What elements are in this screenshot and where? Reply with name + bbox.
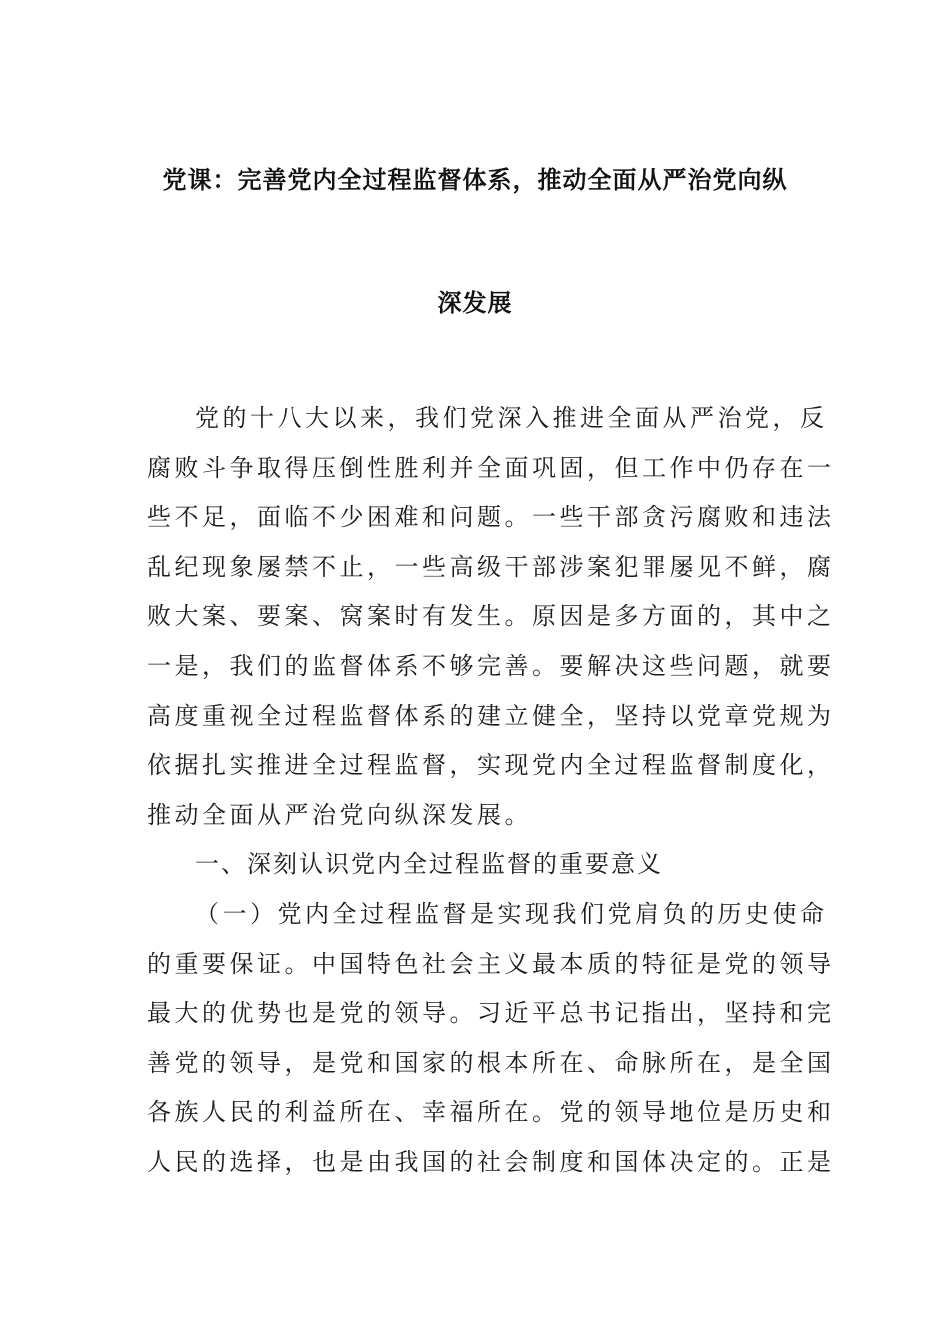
document-title-line-2: 深发展 xyxy=(437,289,513,317)
paragraph-1-line: 一是，我们的监督体系不够完善。要解决这些问题，就要 xyxy=(147,651,835,680)
paragraph-1-line: 推动全面从严治党向纵深发展。 xyxy=(147,800,532,829)
paragraph-1-line: 高度重视全过程监督体系的建立健全，坚持以党章党规为 xyxy=(147,701,835,730)
paragraph-2-line: 最大的优势也是党的领导。习近平总书记指出，坚持和完 xyxy=(147,999,835,1028)
section-heading-1: 一、深刻认识党内全过程监督的重要意义 xyxy=(195,850,663,879)
paragraph-1-line: 乱纪现象屡禁不止，一些高级干部涉案犯罪屡见不鲜，腐 xyxy=(147,552,835,581)
paragraph-2-line: 的重要保证。中国特色社会主义最本质的特征是党的领导 xyxy=(147,949,835,978)
paragraph-1-line: 些不足，面临不少困难和问题。一些干部贪污腐败和违法 xyxy=(147,503,835,532)
document-body xyxy=(147,394,835,1188)
paragraph-1-line: 败大案、要案、窝案时有发生。原因是多方面的，其中之 xyxy=(147,602,835,631)
paragraph-2-line: （一）党内全过程监督是实现我们党肩负的历史使命 xyxy=(195,899,828,928)
paragraph-1-line: 党的十八大以来，我们党深入推进全面从严治党，反 xyxy=(195,404,828,432)
paragraph-1-line: 腐败斗争取得压倒性胜利并全面巩固，但工作中仍存在一 xyxy=(147,453,835,482)
paragraph-2-line: 各族人民的利益所在、幸福所在。党的领导地位是历史和 xyxy=(147,1098,835,1127)
paragraph-2-line: 人民的选择，也是由我国的社会制度和国体决定的。正是 xyxy=(147,1147,835,1176)
paragraph-2-line: 善党的领导，是党和国家的根本所在、命脉所在，是全国 xyxy=(147,1048,835,1077)
document-title-line-1: 党课：完善党内全过程监督体系，推动全面从严治党向纵 xyxy=(162,166,788,194)
paragraph-1-line: 依据扎实推进全过程监督，实现党内全过程监督制度化， xyxy=(147,751,835,780)
